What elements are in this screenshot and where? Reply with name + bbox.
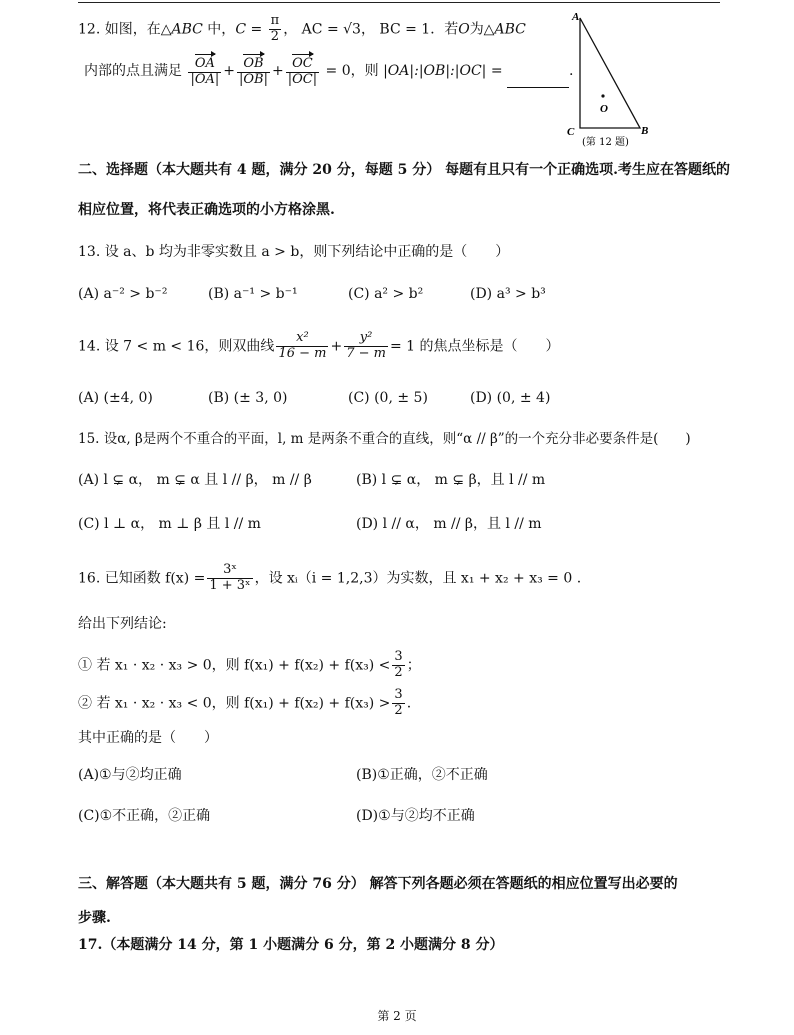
frac-num: y² <box>344 331 388 347</box>
frac-3-2 <box>392 650 404 681</box>
frac-den: 7 − m <box>346 345 386 361</box>
frac-den: 16 − m <box>278 345 327 361</box>
q13-option-d[interactable]: (D) a³ > b³ <box>470 286 546 302</box>
frac-num: 3 <box>394 687 403 702</box>
q16-text: ① 若 x₁ · x₂ · x₃ > 0，则 f(x₁) + f(x₂) + f(x₃) < <box>78 657 391 674</box>
q12-text: 12. 如图，在△ <box>78 21 172 38</box>
oc-unit-vector <box>286 54 319 88</box>
frac-y2 <box>344 331 388 362</box>
q16-conclusion-1 <box>78 650 421 681</box>
q16-option-b[interactable]: (B)①正确，②不正确 <box>356 767 488 783</box>
plus-sign: + <box>271 62 284 79</box>
q15-option-b[interactable]: (B) l ⊊ α， m ⊊ β，且 l // m <box>356 472 546 488</box>
q14-option-b[interactable]: (B) (± 3, 0) <box>208 390 288 406</box>
q16-stem <box>78 563 581 594</box>
q13-option-a[interactable]: (A) a⁻² > b⁻² <box>78 286 168 302</box>
q15-option-a[interactable]: (A) l ⊊ α， m ⊊ α 且 l // β， m // β <box>78 472 312 488</box>
q16-option-a[interactable]: (A)①与②均正确 <box>78 767 182 783</box>
label-c: C <box>567 126 575 138</box>
q13-option-b[interactable]: (B) a⁻¹ > b⁻¹ <box>208 286 298 302</box>
frac-num: 3ˣ <box>207 563 252 579</box>
q17-stem: 17.（本题满分 14 分，第 1 小题满分 6 分，第 2 小题满分 8 分） <box>78 937 504 953</box>
q13-stem: 13. 设 a、b 均为非零实数且 a > b，则下列结论中正确的是（ ） <box>78 244 510 260</box>
q12-abc: ABC <box>171 21 203 38</box>
point-o <box>601 94 604 97</box>
q16-conclusion-2 <box>78 688 411 719</box>
plus-sign: + <box>223 62 235 79</box>
vec-ob: OB <box>243 56 264 71</box>
answer-blank[interactable] <box>507 73 569 88</box>
abs-ob: |OB| <box>239 71 268 87</box>
abs-oc: |OC| <box>287 71 318 87</box>
frac-den: 2 <box>394 702 403 718</box>
q16-text: ； <box>406 657 421 674</box>
vec-oa: OA <box>194 56 215 71</box>
q15-option-c[interactable]: (C) l ⊥ α， m ⊥ β 且 l // m <box>78 516 261 532</box>
pi-over-2 <box>269 14 282 45</box>
section2-title-line1: 二、选择题（本大题共有 4 题，满分 20 分，每题 5 分） 每题有且只有一个正确选项.考生应在答题纸的 <box>78 162 730 178</box>
section2-title-line2: 相应位置，将代表正确选项的小方格涂黑. <box>78 202 335 218</box>
q16-option-d[interactable]: (D)①与②均不正确 <box>356 808 475 824</box>
q16-text: ② 若 x₁ · x₂ · x₃ < 0，则 f(x₁) + f(x₂) + f(x₃) > <box>78 695 391 712</box>
frac-den: 2 <box>394 664 403 680</box>
vec-oc: OC <box>292 56 313 71</box>
plus-sign: + <box>330 338 343 355</box>
q14-option-d[interactable]: (D) (0, ± 4) <box>470 390 551 406</box>
q12-o: O <box>458 21 470 38</box>
triangle-figure <box>565 8 675 153</box>
top-rule <box>78 2 720 3</box>
label-a: A <box>572 11 580 23</box>
q16-text: 16. 已知函数 f(x) = <box>78 570 206 587</box>
section3-title-line1: 三、解答题（本大题共有 5 题，满分 76 分） 解答下列各题必须在答题纸的相应位置写出必要的 <box>78 876 678 892</box>
frac-3x <box>207 563 252 594</box>
q15-stem: 15. 设α, β是两个不重合的平面，l, m 是两条不重合的直线，则“α // β”的一个充分非必要条件是( ) <box>78 431 691 447</box>
q14-stem <box>78 331 560 362</box>
figure-caption: (第 12 题) <box>582 137 629 148</box>
frac-num: x² <box>276 331 328 347</box>
q14-text: 14. 设 7 < m < 16，则双曲线 <box>78 338 275 355</box>
frac-num: 3 <box>394 649 403 664</box>
q16-given: 给出下列结论: <box>78 616 167 632</box>
q12-text: = 0，则 <box>325 62 379 79</box>
q12-text: 中， <box>202 21 236 38</box>
q12-text: . <box>569 62 574 79</box>
q12-line1 <box>78 14 526 45</box>
q15-option-d[interactable]: (D) l // α， m // β，且 l // m <box>356 516 542 532</box>
triangle-abc <box>580 18 640 128</box>
q16-which: 其中正确的是（ ） <box>78 730 218 746</box>
ob-unit-vector <box>237 54 270 88</box>
section3-title-line2: 步骤. <box>78 910 111 926</box>
q16-text: ，设 xᵢ（i = 1,2,3）为实数，且 x₁ + x₂ + x₃ = 0 . <box>254 570 582 587</box>
q13-option-c[interactable]: (C) a² > b² <box>348 286 424 302</box>
frac-num: π <box>270 13 280 28</box>
q14-text: = 1 的焦点坐标是（ ） <box>389 338 560 355</box>
q14-option-a[interactable]: (A) (±4, 0) <box>78 390 153 406</box>
oa-unit-vector <box>188 54 221 88</box>
q12-text: 为△ <box>469 21 495 38</box>
q16-option-c[interactable]: (C)①不正确，②正确 <box>78 808 211 824</box>
q12-text: ， AC = √3， BC = 1．若 <box>283 21 459 38</box>
label-o: O <box>600 103 608 115</box>
q14-option-c[interactable]: (C) (0, ± 5) <box>348 390 428 406</box>
q12-c: C <box>235 21 247 38</box>
label-b: B <box>641 125 649 137</box>
q12-text: 内部的点且满足 <box>84 62 182 79</box>
frac-x2 <box>276 331 328 362</box>
frac-3-2 <box>392 688 404 719</box>
abs-oa: |OA| <box>190 71 220 87</box>
q12-line2 <box>84 54 573 88</box>
q16-text: . <box>406 695 412 712</box>
frac-den: 2 <box>270 28 280 44</box>
ratio-expression: |OA|:|OB|:|OC| = <box>383 62 503 79</box>
q12-eq: = <box>246 21 267 38</box>
q12-abc: ABC <box>494 21 526 38</box>
page-number: 第 2 页 <box>377 1009 417 1023</box>
frac-den: 1 + 3ˣ <box>209 577 251 593</box>
